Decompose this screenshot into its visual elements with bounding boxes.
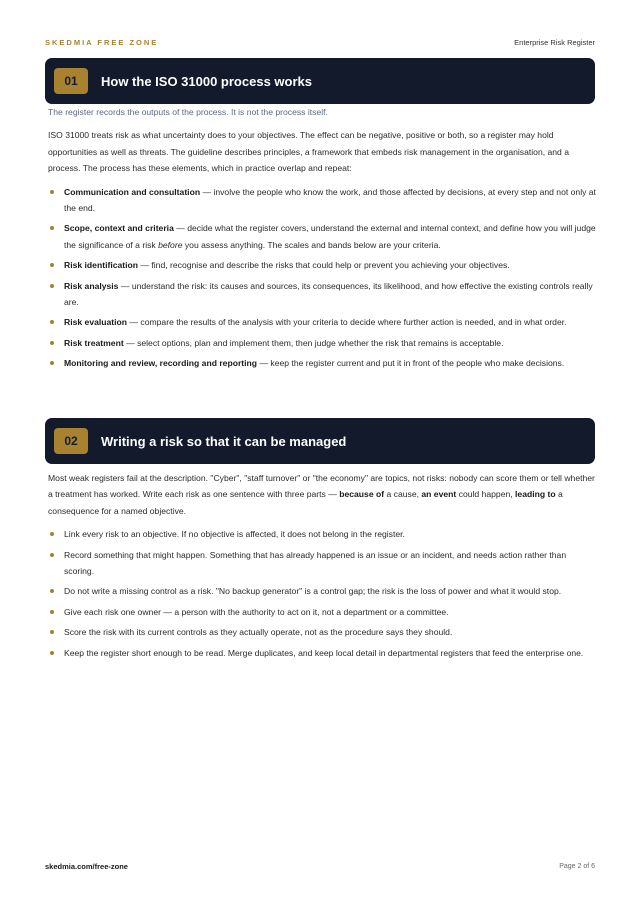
list-item: Give each risk one owner — a person with the authority to act on it, not a department or a committee. [48,604,596,620]
page-footer [45,862,595,871]
section-1-body [48,104,596,376]
page-number: Page 2 of 6 [559,863,595,870]
list-item [48,220,596,253]
section-1-intro: ISO 31000 treats risk as what uncertainty does to your objectives. The effect can be negative, positive or both, so a register may hold opportunities as well as threats. The guideline describes principles, a framework that embeds risk management in the organisation, and a process. The process has these elements, which in practice overlap and repeat: [48,130,570,174]
section-2-title: Writing a risk so that it can be managed [101,433,347,449]
list-item-term: Scope, context and criteria [64,223,174,234]
list-item [48,257,596,273]
list-item [48,314,596,330]
list-item-text: — find, recognise and describe the risks that could help or prevent you achieving your objectives. [138,260,510,271]
list-item-text: you assess anything. The scales and bands below are your criteria. [182,239,441,250]
list-item [48,278,596,311]
list-item-term: Risk evaluation [64,317,128,328]
intro-text: Most weak registers fail at the description. "Cyber", "staff turnover" or "the economy" are topics, not risks: nobody can score them or tell whether a treatment has worked. Write each risk as one sentence with three parts — [48,473,595,500]
section-2-number: 02 [54,428,88,454]
list-item-text: — keep the register current and put it in front of the people who make decisions. [257,358,565,369]
process-elements-list [48,184,596,372]
list-item [48,335,596,351]
list-item-term: Risk analysis [64,280,119,291]
list-item: Link every risk to an objective. If no objective is affected, it does not belong in the register. [48,526,596,542]
list-item: Do not write a missing control as a risk. "No backup generator" is a control gap; the risk is the loss of power and what it would stop. [48,583,596,599]
list-item [48,184,596,217]
section-1-title: How the ISO 31000 process works [101,73,312,89]
section-2-body [48,470,596,665]
section-1-subtitle: The register records the outputs of the process. It is not the process itself. [48,107,328,117]
list-item: Record something that might happen. Something that has already happened is an issue or an incident, and needs action rather than scoring. [48,547,596,580]
list-item-term: Communication and consultation [64,186,201,197]
list-item-emphasis: before [158,239,183,250]
intro-text: could happen, [456,489,516,500]
list-item-text: — select options, plan and implement them, then judge whether the risk that remains is acceptable. [123,337,504,348]
section-2-header [45,418,595,464]
list-item-text: — understand the risk: its causes and sources, its consequences, its likelihood, and how effective the existing controls really are. [64,280,593,308]
writing-rules-list [48,526,596,661]
keyword-cause: because of [339,489,385,500]
page-header [45,35,595,49]
brand-name: SKEDMIA FREE ZONE [45,37,159,47]
intro-text: a consequence for a named objective. [48,489,563,516]
list-item-term: Risk treatment [64,337,124,348]
intro-text: a cause, [384,489,422,500]
list-item: Keep the register short enough to be read. Merge duplicates, and keep local detail in departmental registers that feed the enterprise one. [48,645,596,661]
keyword-event: an event [421,489,457,500]
section-1-number: 01 [54,68,88,94]
list-item-text: — involve the people who know the work, and those affected by decisions, at every step and not only at the end. [64,186,596,214]
keyword-consequence: leading to [515,489,556,500]
document-title: Enterprise Risk Register [514,37,595,47]
section-2-intro [48,470,596,519]
section-1-header [45,58,595,104]
footer-link[interactable]: skedmia.com/free-zone [45,862,128,871]
list-item-text: — compare the results of the analysis with your criteria to decide where further action is needed, and in what order. [127,317,567,328]
list-item [48,355,596,371]
list-item-term: Monitoring and review, recording and reporting [64,358,258,369]
list-item: Score the risk with its current controls as they actually operate, not as the procedure says they should. [48,624,596,640]
list-item-text: — decide what the register covers, understand the external and internal context, and define how you will judge the significance of a risk [64,223,596,250]
list-item-term: Risk identification [64,260,139,271]
